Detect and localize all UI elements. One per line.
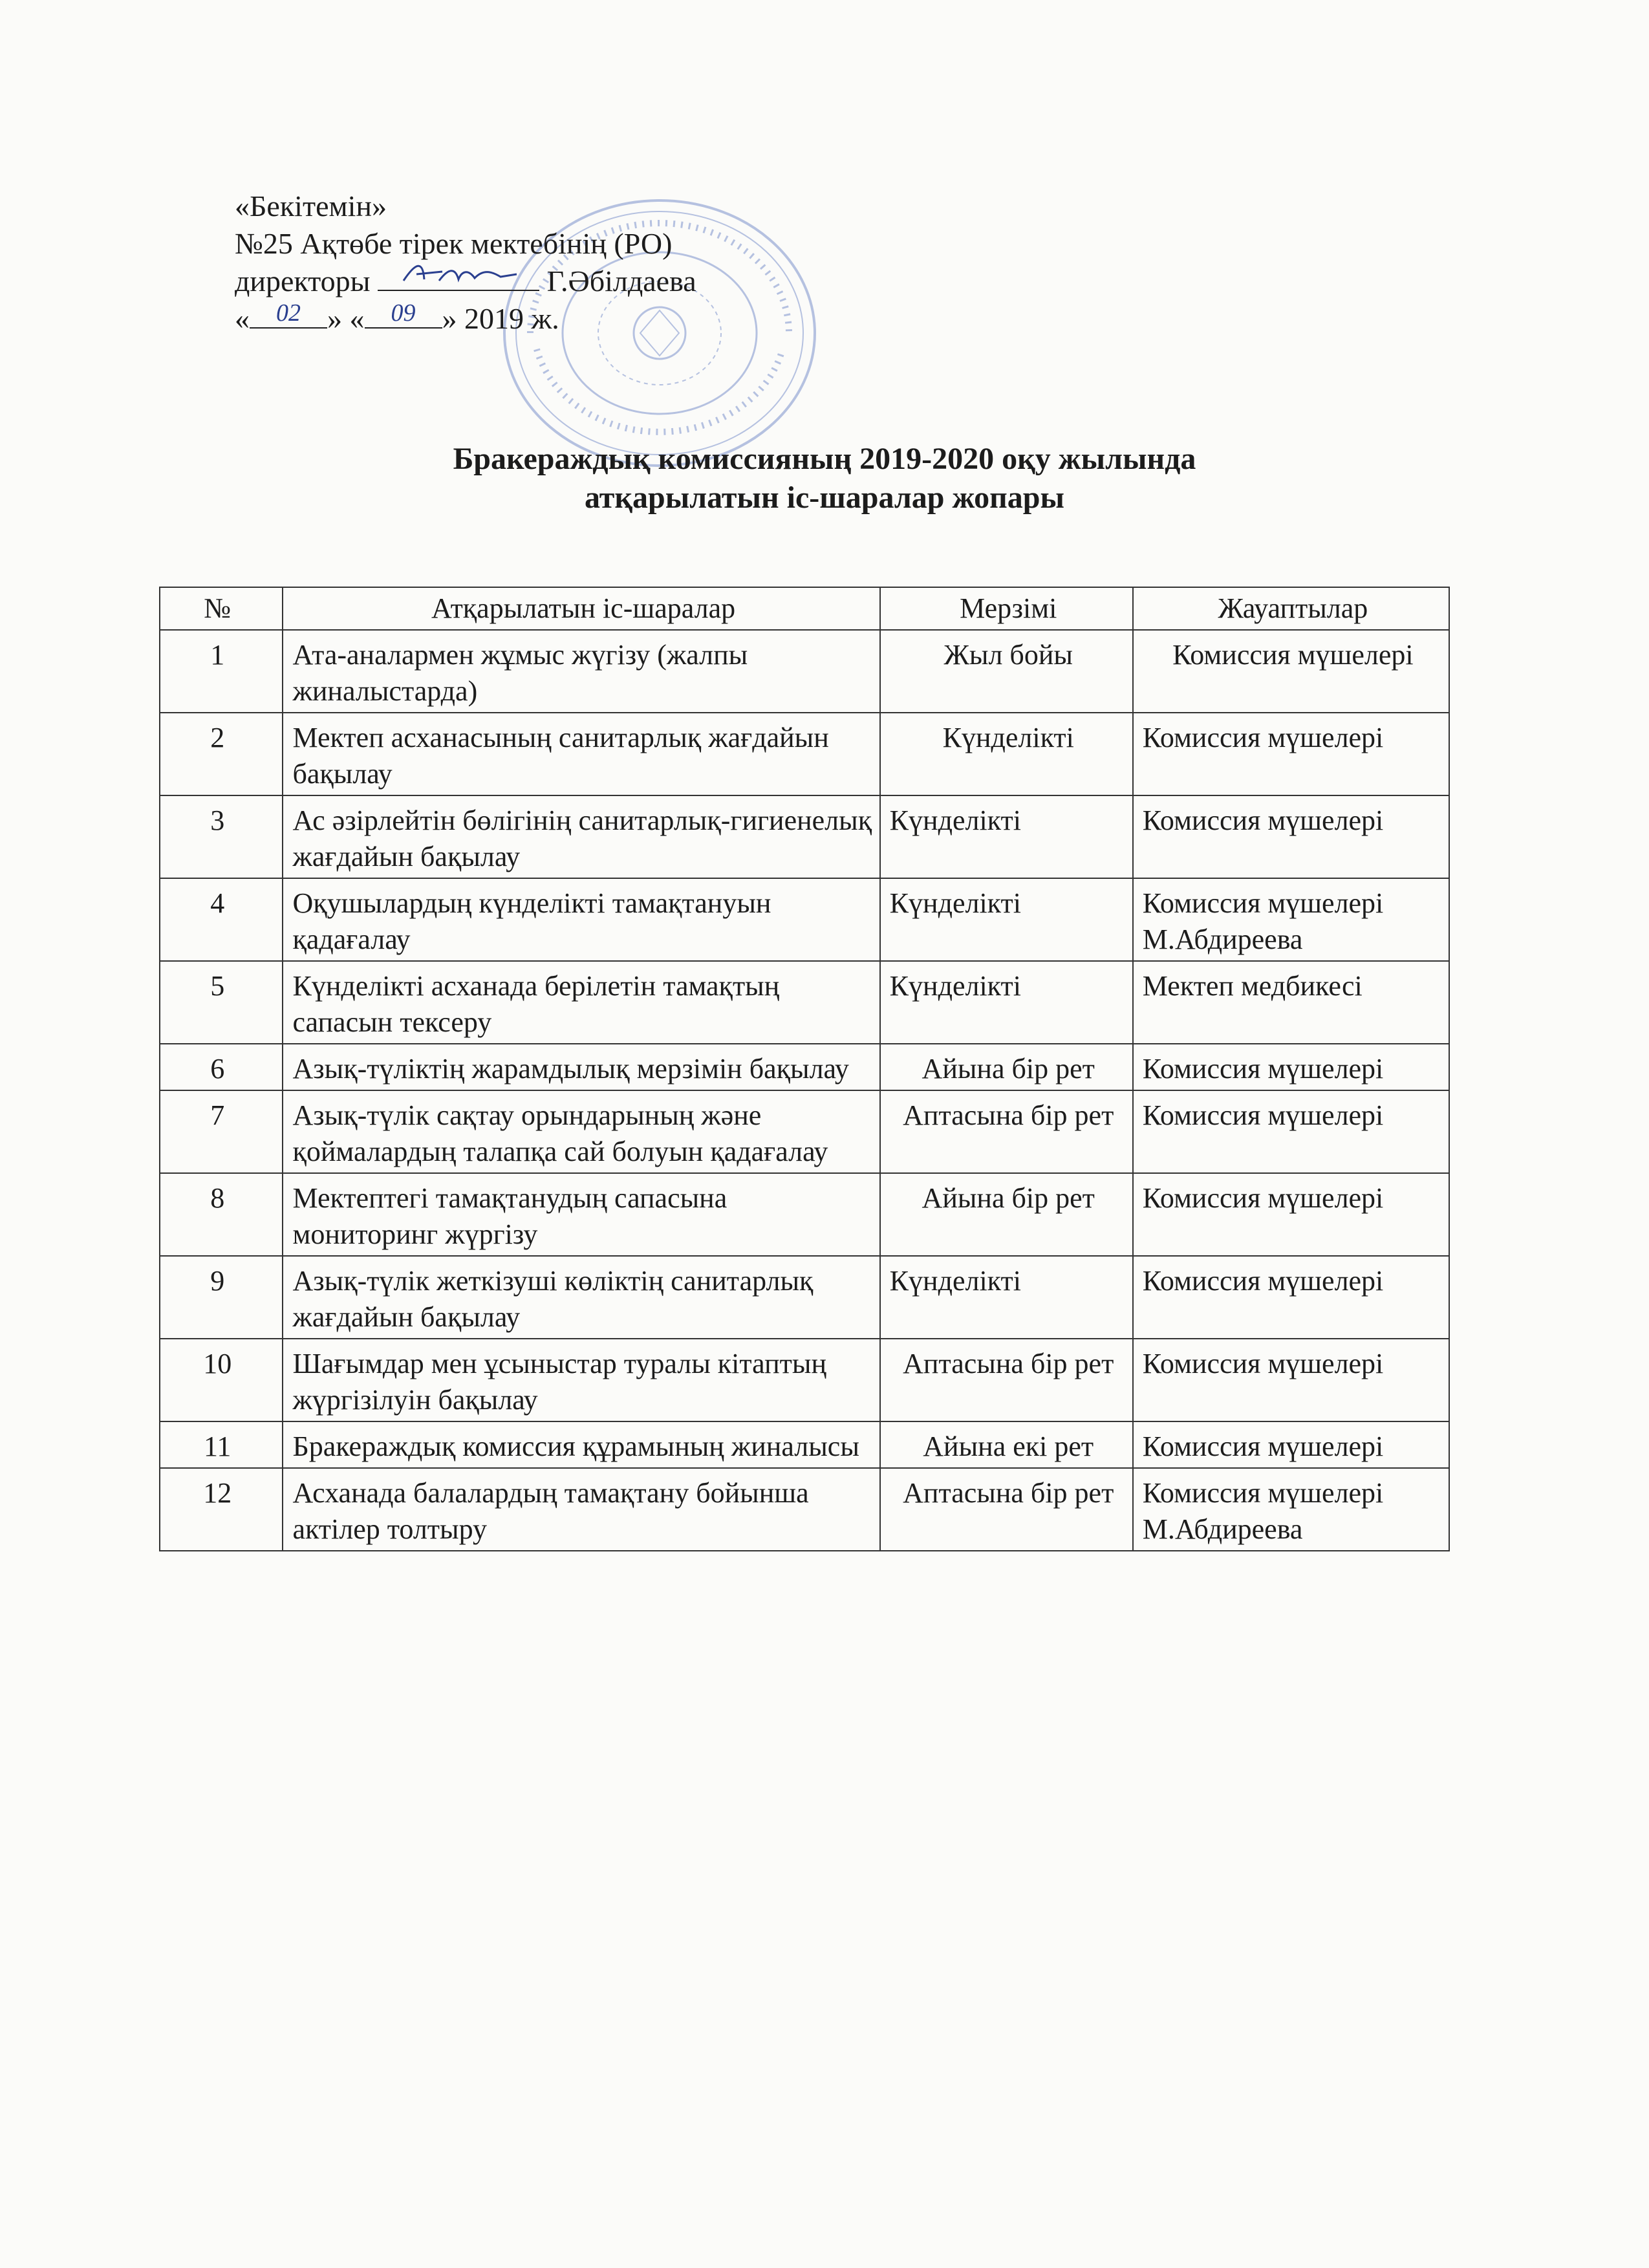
row-number: 10 bbox=[160, 1339, 283, 1421]
header-number: № bbox=[160, 587, 283, 630]
row-number: 6 bbox=[160, 1044, 283, 1090]
table-row bbox=[160, 1044, 1449, 1090]
row-activity: Бракераждық комиссия құрамының жиналысы bbox=[283, 1421, 879, 1468]
row-number: 1 bbox=[160, 630, 283, 713]
director-line bbox=[235, 263, 696, 300]
row-term: Айына бір рет bbox=[880, 1173, 1133, 1256]
header-activity: Атқарылатын іс-шаралар bbox=[283, 587, 879, 630]
row-responsible: Комиссия мүшелері bbox=[1133, 1044, 1449, 1090]
school-line: №25 Ақтөбе тірек мектебінің (РО) bbox=[235, 227, 673, 260]
date-month-blank bbox=[365, 300, 442, 329]
row-term: Күнделікті bbox=[880, 713, 1133, 795]
title-line-2: атқарылатын іс-шаралар жопары bbox=[585, 481, 1064, 515]
row-responsible: Комиссия мүшелері bbox=[1133, 1421, 1449, 1468]
table-row bbox=[160, 1468, 1449, 1551]
approval-block bbox=[235, 188, 696, 338]
table-row bbox=[160, 878, 1449, 961]
row-number: 11 bbox=[160, 1421, 283, 1468]
row-activity: Оқушылардың күнделікті тамақтануын қадағалау bbox=[283, 878, 879, 961]
row-activity: Ас әзірлейтін бөлігінің санитарлық-гигиенелық жағдайын бақылау bbox=[283, 795, 879, 878]
table-row bbox=[160, 713, 1449, 795]
row-responsible: Комиссия мүшелері bbox=[1133, 1090, 1449, 1173]
row-number: 8 bbox=[160, 1173, 283, 1256]
row-term: Күнделікті bbox=[880, 878, 1133, 961]
row-term: Күнделікті bbox=[880, 961, 1133, 1044]
row-responsible: Комиссия мүшелері М.Абдиреева bbox=[1133, 1468, 1449, 1551]
row-term: Күнделікті bbox=[880, 795, 1133, 878]
row-activity: Күнделікті асханада берілетін тамақтың сапасын тексеру bbox=[283, 961, 879, 1044]
signature-blank bbox=[378, 263, 539, 291]
row-activity: Мектеп асханасының санитарлық жағдайын бақылау bbox=[283, 713, 879, 795]
date-line bbox=[235, 300, 696, 338]
row-number: 9 bbox=[160, 1256, 283, 1339]
row-term: Айына екі рет bbox=[880, 1421, 1133, 1468]
row-activity: Мектептегі тамақтанудың сапасына мониторинг жүргізу bbox=[283, 1173, 879, 1256]
header-responsible: Жауаптылар bbox=[1133, 587, 1449, 630]
table-row bbox=[160, 1173, 1449, 1256]
row-term: Жыл бойы bbox=[880, 630, 1133, 713]
row-term: Аптасына бір рет bbox=[880, 1468, 1133, 1551]
row-number: 2 bbox=[160, 713, 283, 795]
document-title bbox=[0, 440, 1649, 517]
row-term: Айына бір рет bbox=[880, 1044, 1133, 1090]
table-header-row bbox=[160, 587, 1449, 630]
table-row bbox=[160, 795, 1449, 878]
director-prefix: директоры bbox=[235, 265, 371, 297]
row-responsible: Комиссия мүшелері bbox=[1133, 1256, 1449, 1339]
date-open: « bbox=[235, 302, 250, 335]
row-number: 5 bbox=[160, 961, 283, 1044]
row-number: 3 bbox=[160, 795, 283, 878]
date-month: 09 bbox=[391, 299, 416, 327]
row-responsible: Мектеп медбикесі bbox=[1133, 961, 1449, 1044]
date-mid: » « bbox=[327, 302, 365, 335]
table-row bbox=[160, 1256, 1449, 1339]
row-activity: Ата-аналармен жұмыс жүгізу (жалпы жиналыстарда) bbox=[283, 630, 879, 713]
row-activity: Шағымдар мен ұсыныстар туралы кітаптың жүргізілуін бақылау bbox=[283, 1339, 879, 1421]
row-number: 7 bbox=[160, 1090, 283, 1173]
date-close: » 2019 ж. bbox=[442, 302, 559, 335]
table-row bbox=[160, 1421, 1449, 1468]
row-responsible: Комиссия мүшелері bbox=[1133, 1339, 1449, 1421]
approve-label: «Бекітемін» bbox=[235, 189, 387, 222]
row-term: Күнделікті bbox=[880, 1256, 1133, 1339]
table-row bbox=[160, 630, 1449, 713]
table-row bbox=[160, 961, 1449, 1044]
row-responsible: Комиссия мүшелері bbox=[1133, 713, 1449, 795]
table-row bbox=[160, 1090, 1449, 1173]
row-responsible: Комиссия мүшелері М.Абдиреева bbox=[1133, 878, 1449, 961]
table-row bbox=[160, 1339, 1449, 1421]
activity-plan-table bbox=[159, 587, 1450, 1551]
row-number: 4 bbox=[160, 878, 283, 961]
row-activity: Асханада балалардың тамақтану бойынша актілер толтыру bbox=[283, 1468, 879, 1551]
row-responsible: Комиссия мүшелері bbox=[1133, 630, 1449, 713]
title-line-1: Бракераждық комиссияның 2019-2020 оқу жылында bbox=[453, 442, 1196, 476]
row-activity: Азық-түлік сақтау орындарының және қоймалардың талапқа сай болуын қадағалау bbox=[283, 1090, 879, 1173]
row-activity: Азық-түліктің жарамдылық мерзімін бақылау bbox=[283, 1044, 879, 1090]
row-responsible: Комиссия мүшелері bbox=[1133, 1173, 1449, 1256]
row-number: 12 bbox=[160, 1468, 283, 1551]
row-term: Аптасына бір рет bbox=[880, 1090, 1133, 1173]
handwritten-signature bbox=[378, 255, 539, 294]
date-day: 02 bbox=[276, 299, 301, 327]
row-activity: Азық-түлік жеткізуші көліктің санитарлық жағдайын бақылау bbox=[283, 1256, 879, 1339]
director-name: Г.Әбілдаева bbox=[546, 265, 696, 297]
row-term: Аптасына бір рет bbox=[880, 1339, 1133, 1421]
date-day-blank bbox=[250, 300, 327, 329]
header-term: Мерзімі bbox=[880, 587, 1133, 630]
row-responsible: Комиссия мүшелері bbox=[1133, 795, 1449, 878]
